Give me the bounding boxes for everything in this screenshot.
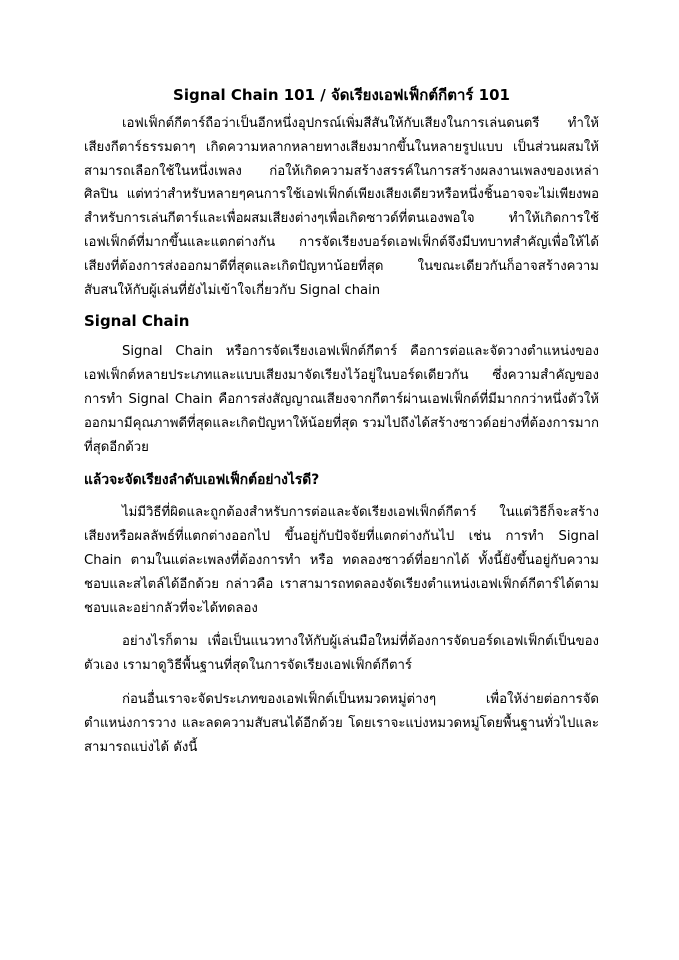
arrange-paragraph-1: ไม่มีวิธีที่ผิดและถูกต้องสำหรับการต่อและจัดเรียงเอฟเฟ็กต์กีตาร์ ในแต่วิธีก็จะสร้างเสียงหรือผลลัพธ์ที่แตกต่างออกไป ขึ้นอยู่กับปัจจัยที่แตกต่างกันไป เช่น การทำ Signal Chain ตามในแต่ละเพลงที่ต้องการทำ หรือ ทดลองซาวด์ที่อยากได้ ทั้งนี้ยังขึ้นอยู่กับความชอบและสไตล์ได้อีกด้วย กล่าวคือ เราสามารถทดลองจัดเรียงตำแหน่งเอฟเฟ็กต์กีตาร์ได้ตามชอบและอย่ากลัวที่จะได้ทดลอง (84, 505, 599, 616)
section-heading-how-to-arrange: แล้วจะจัดเรียงลำดับเอฟเฟ็กต์อย่างไรดี? (84, 472, 320, 489)
section-heading-signal-chain: Signal Chain (84, 312, 190, 331)
signal-chain-paragraph: Signal Chain หรือการจัดเรียงเอฟเฟ็กต์กีตาร์ คือการต่อและจัดวางตำแหน่งของเอฟเฟ็กต์หลายประเภทและแบบเสียงมาจัดเรียงไว้อยู่ในบอร์ดเดียวกัน ซึ่งความสำคัญของการทำ Signal Chain คือการส่งสัญญาณเสียงจากกีตาร์ผ่านเอฟเฟ็กต์ที่มีมากกว่าหนึ่งตัวให้ออกมามีคุณภาพดีที่สุดและเกิดปัญหาให้น้อยที่สุด รวมไปถึงได้สร้างซาวด์อย่างที่ต้องการมากที่สุดอีกด้วย (84, 344, 599, 455)
page-title: Signal Chain 101 / จัดเรียงเอฟเฟ็กต์กีตาร์ 101 (173, 86, 510, 104)
arrange-paragraph-3: ก่อนอื่นเราจะจัดประเภทของเอฟเฟ็กต์เป็นหมวดหมู่ต่างๆ เพื่อให้ง่ายต่อการจัดตำแหน่งการวาง และลดความสับสนได้อีกด้วย โดยเราจะแบ่งหมวดหมู่โดยพื้นฐานทั่วไปและสามารถแบ่งได้ ดังนี้ (84, 691, 599, 755)
arrange-paragraph-2: อย่างไรก็ตาม เพื่อเป็นแนวทางให้กับผู้เล่นมือใหม่ที่ต้องการจัดบอร์ดเอฟเฟ็กต์เป็นของตัวเอง เรามาดูวิธีพื้นฐานที่สุดในการจัดเรียงเอฟเฟ็กต์กีตาร์ (84, 634, 599, 674)
intro-paragraph: เอฟเฟ็กต์กีตาร์ถือว่าเป็นอีกหนึ่งอุปกรณ์เพิ่มสีสันให้กับเสียงในการเล่นดนตรี ทำให้เสียงกีตาร์ธรรมดาๆ เกิดความหลากหลายทางเสียงมากขึ้นในหลายรูปแบบ เป็นส่วนผสมให้สามารถเลือกใช้ในหนึ่งเพลง ก่อให้เกิดความสร้างสรรค์ในการสร้างผลงานเพลงของเหล่าศิลปิน แต่ทว่าสำหรับหลายๆคนการใช้เอฟเฟ็กต์เพียงเสียงเดียวหรือหนึ่งชิ้นอาจจะไม่เพียงพอสำหรับการเล่นกีตาร์และเพื่อผสมเสียงต่างๆเพื่อเกิดซาวด์ที่ตนเองพอใจ ทำให้เกิดการใช้เอฟเฟ็กต์ที่มากขึ้นและแตกต่างกัน การจัดเรียงบอร์ดเอฟเฟ็กต์จึงมีบทบาทสำคัญเพื่อให้ได้เสียงที่ต้องการส่งออกมาดีที่สุดและเกิดปัญหาน้อยที่สุด ในขณะเดียวกันก็อาจสร้างความสับสนให้กับผู้เล่นที่ยังไม่เข้าใจเกี่ยวกับ Signal chain (84, 116, 599, 298)
